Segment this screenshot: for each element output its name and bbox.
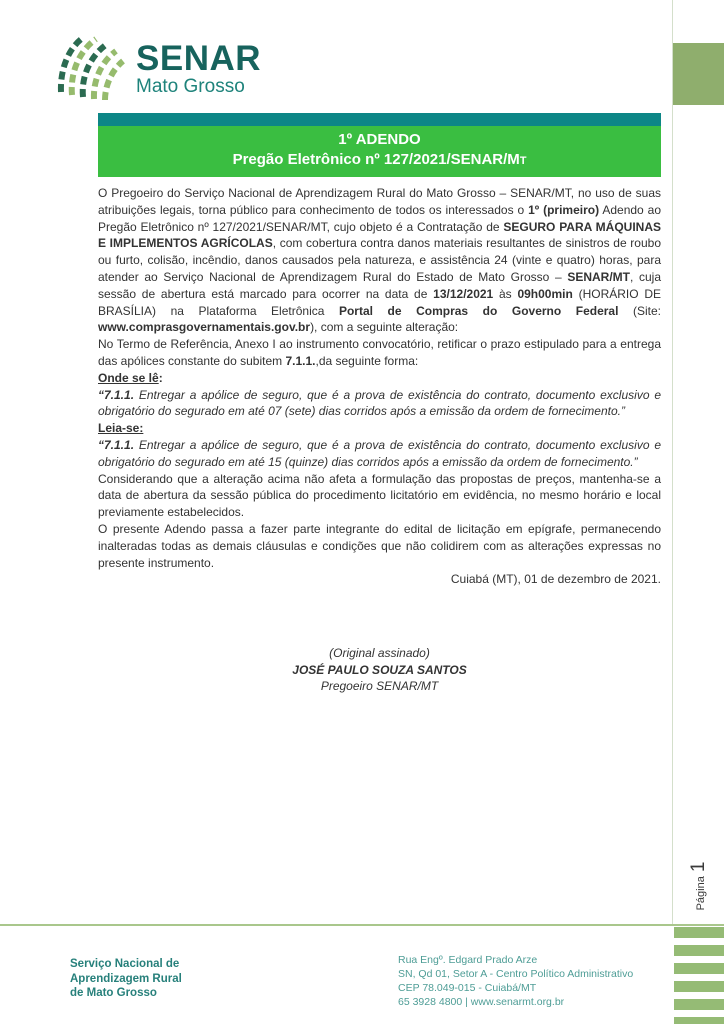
footer-address-line: SN, Qd 01, Setor A - Centro Político Administrativo xyxy=(398,968,634,980)
right-rail-line xyxy=(672,0,673,925)
logo-region: Mato Grosso xyxy=(136,76,245,97)
paragraph-intro: O Pregoeiro do Serviço Nacional de Aprendizagem Rural do Mato Grosso – SENAR/MT, no uso de suas atribuições legais, torna público para conhecimento de todos os interessados o 1º (primeiro) Adendo ao Pregão Eletrônico nº 127/2021/SENAR/MT, cujo objeto é a Contratação de SEGURO PARA MÁQUINAS E IMPLEMENTOS AGRÍCOLAS, com cobertura contra danos materiais resultantes de sinistros de roubo ou furto, colisão, incêndio, danos causados pela natureza, e assistência 24 (vinte e quatro) horas, para atender ao Serviço Nacional de Aprendizagem Rural do Estado de Mato Grosso – SENAR/MT, cuja sessão de abertura está marcado para ocorrer na data de 13/12/2021 às 09h00min (HORÁRIO DE BRASÍLIA) na Plataforma Eletrônica Portal de Compras do Governo Federal (Site: www.comprasgovernamentais.gov.br), com a seguinte alteração: xyxy=(98,186,662,335)
paragraph-consideration: Considerando que a alteração acima não afeta a formulação das propostas de preços, mantenha-se a data de abertura da sessão pública do procedimento licitatório em evidência, no mesmo horário e local previamente estabelecidos. xyxy=(98,471,661,520)
date-line: Cuiabá (MT), 01 de dezembro de 2021. xyxy=(450,572,661,587)
footer-address-line: Rua Engº. Edgard Prado Arze xyxy=(398,954,538,966)
logo-text xyxy=(136,39,262,97)
page-word: Página xyxy=(695,876,707,911)
heading-onde-se-le: Onde se lê: xyxy=(98,370,163,385)
signature-role: Pregoeiro SENAR/MT xyxy=(320,679,439,694)
document-body xyxy=(98,185,661,695)
page-number-label xyxy=(688,850,716,922)
paragraph-closing: O presente Adendo passa a fazer parte integrante do edital de licitação em epígrafe, permanecendo inalteradas todas as demais cláusulas e condições que não colidirem com as alterações expressas no presente instrumento. xyxy=(98,521,661,570)
footer-divider xyxy=(0,924,724,926)
footer-address-line: 65 3928 4800 | www.senarmt.org.br xyxy=(398,996,565,1008)
logo-brand: SENAR xyxy=(136,39,262,78)
footer-org-line: Aprendizagem Rural xyxy=(70,972,182,985)
signature-name: JOSÉ PAULO SOUZA SANTOS xyxy=(292,662,467,677)
signature-original-note: (Original assinado) xyxy=(329,646,430,661)
footer-org-line: Serviço Nacional de xyxy=(70,958,180,970)
senar-logo xyxy=(54,30,261,102)
banner-title xyxy=(98,126,661,177)
footer-org-line: de Mato Grosso xyxy=(70,987,157,999)
footer-org-name xyxy=(70,957,182,1001)
quote-7-1-1-original: “7.1.1. Entregar a apólice de seguro, que é a prova de existência do contrato, documento exclusivo e obrigatório do segurado em até 07 (sete) dias corridos após a emissão da ordem de fornecimento.” xyxy=(98,387,661,419)
banner-teal-bar xyxy=(98,113,661,126)
page-number: 1 xyxy=(688,861,709,873)
title-banner xyxy=(98,113,661,177)
banner-title-line1: 1º ADENDO xyxy=(338,131,421,148)
quote-7-1-1-revised: “7.1.1. Entregar a apólice de seguro, que é a prova de existência do contrato, documento exclusivo e obrigatório do segurado em até 15 (quinze) dias corridos após a emissão da ordem de fornecimento.” xyxy=(98,437,661,469)
right-rail-stripes xyxy=(674,927,724,1024)
banner-title-line2: Pregão Eletrônico nº 127/2021/SENAR/MT xyxy=(232,151,527,168)
signature-block xyxy=(98,645,661,695)
wheat-sheaf-icon xyxy=(54,30,126,102)
footer-address-line: CEP 78.049-015 - Cuiabá/MT xyxy=(398,982,537,994)
right-rail-top-block xyxy=(673,43,724,105)
footer-address xyxy=(398,953,633,1009)
paragraph-reference: No Termo de Referência, Anexo I ao instrumento convocatório, retificar o prazo estipulado para a entrega das apólices constante do subitem 7.1.1.,da seguinte forma: xyxy=(98,337,661,368)
heading-leia-se: Leia-se: xyxy=(98,421,144,436)
